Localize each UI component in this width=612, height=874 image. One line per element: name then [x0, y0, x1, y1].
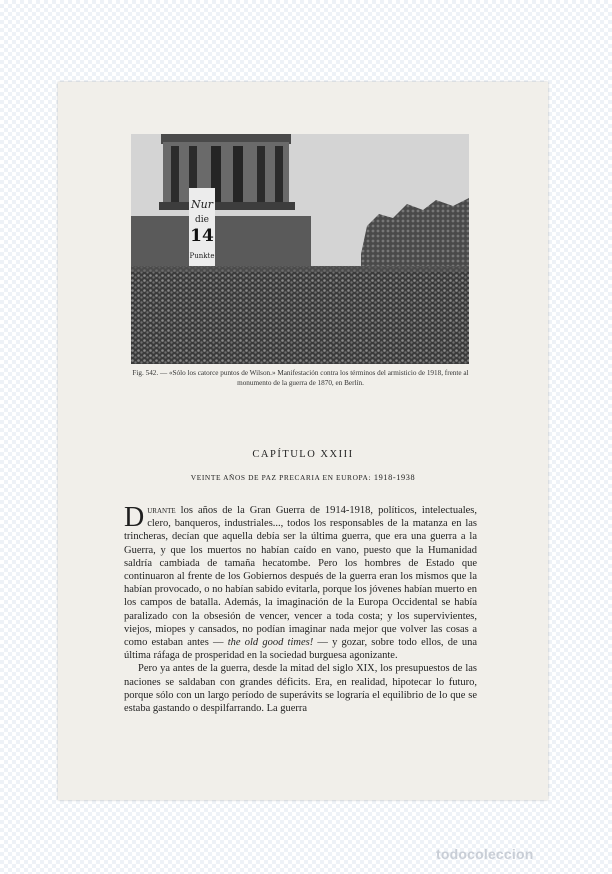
paragraph-2-start: Pero ya antes de la guerra, desde la mitad del siglo — [138, 663, 354, 675]
subtitle-prefix: VEINTE AÑOS DE PAZ PRECARIA EN EUROPA: — [190, 473, 372, 482]
chapter-subtitle — [58, 473, 548, 482]
svg-text:die: die — [195, 215, 209, 225]
book-page — [58, 82, 548, 800]
paragraph-1 — [124, 504, 477, 662]
svg-text:14: 14 — [190, 226, 214, 246]
paragraph-2 — [124, 662, 477, 715]
chapter-title: CAPÍTULO XXIII — [252, 449, 354, 460]
drop-cap: D — [124, 502, 145, 533]
paragraph-2-text: , los presupuestos de las naciones se saldaban con grandes déficits. Era, en realidad, hipotecar lo futuro, porque sólo con un largo período de superávits se lograría el equilibrio de lo que se estaba gastando o despilfarrando. La guerra — [124, 663, 477, 715]
paragraph-lead: urante — [147, 505, 176, 516]
figure-caption: Fig. 542. — «Sólo los catorce puntos de Wilson.» Manifestación contra los términos del armisticio de 1918, frente al monumento de la guerra de 1870, en Berlín. — [132, 369, 469, 387]
historical-photo — [131, 134, 469, 364]
crowd-monument-photo-icon — [131, 134, 469, 364]
chapter-body — [124, 504, 477, 715]
svg-text:Punkte: Punkte — [189, 252, 215, 260]
paragraph-1-end: — y gozar, sobre todo ellos, de una última ráfaga de prosperidad en la sociedad burguesa agonizante. — [124, 637, 478, 662]
paragraph-1-italic: the old good times! — [227, 637, 314, 649]
svg-text:Nur: Nur — [191, 198, 213, 211]
paragraph-2-century: XIX — [356, 663, 375, 675]
subtitle-years: 1918-1938 — [373, 473, 416, 482]
paragraph-1-text: los años de la Gran Guerra de 1914-1918, políticos, intelectuales, clero, banqueros, industriales..., todos los responsables de la matanza en las trincheras, decían que aquella debía ser la última guerra, que era una guerra a la Guerra, y que los muertos no habían caído en vano, puesto que la Humanidad saldría cambiada de tamaña hecatombe. Pero los hombres de Estado que continuaron al frente de los Gobiernos después de la guerra eran los mismos que la habían provocado, o no habían sabido evitarla, porque los jóvenes habían muerto en los campos de batalla. Además, la imaginación de la Europa Occidental se había paralizado con la obsesión de vencer, vencer a toda costa; y los supervivientes, viejos, miopes y cansados, no podían imaginar nada mejor que volver las cosas a como estaban antes — — [124, 505, 478, 649]
watermark-logo: todocoleccion — [436, 846, 534, 862]
